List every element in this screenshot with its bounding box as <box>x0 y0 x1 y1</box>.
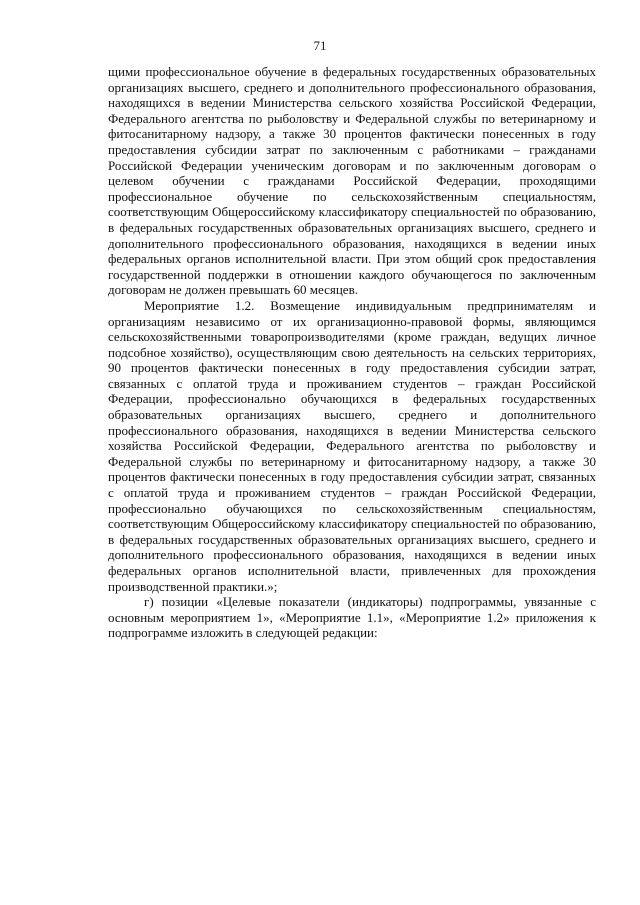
paragraph-continuation: щими профессиональное обучение в федеральных государственных образовательных организациях высшего, среднего и дополнительного профессионального образования, находящихся в ведении Министерства сельского хозяйства Российской Федерации, Федерального агентства по рыболовству и Федеральной службы по ветеринарному и фитосанитарному надзору, а также 30 процентов фактически понесенных в году предоставления субсидии затрат по заключенным с работниками – гражданами Российской Федерации ученическим договорам и по заключенным договорам о целевом обучении с гражданами Российской Федерации, проходящими профессиональное обучение по сельскохозяйственным специальностям, соответствующим Общероссийскому классификатору специальностей по образованию, в федеральных государственных образовательных организациях высшего, среднего и дополнительного профессионального образования, находящихся в ведении иных федеральных органов исполнительной власти. При этом общий срок предоставления государственной поддержки в отношении каждого обучающегося по заключенным договорам не должен превышать 60 месяцев. <box>108 64 596 298</box>
paragraph-item-g: г) позиции «Целевые показатели (индикаторы) подпрограммы, увязанные с основным мероприятием 1», «Мероприятие 1.1», «Мероприятие 1.2» приложения к подпрограмме изложить в следующей редакции: <box>108 594 596 641</box>
paragraph-measure-1-2: Мероприятие 1.2. Возмещение индивидуальным предпринимателям и организациям независимо от их организационно-правовой формы, являющимся сельскохозяйственными товаропроизводителями (кроме граждан, ведущих личное подсобное хозяйство), осуществляющим свою деятельность на сельских территориях, 90 процентов фактически понесенных в году предоставления субсидии затрат, связанных с оплатой труда и проживанием студентов – граждан Российской Федерации, профессионально обучающихся в федеральных государственных образовательных организациях высшего, среднего и дополнительного профессионального образования, находящихся в ведении Министерства сельского хозяйства Российской Федерации, Федерального агентства по рыболовству и Федеральной службы по ветеринарному и фитосанитарному надзору, а также 30 процентов фактически понесенных в году предоставления субсидии затрат, связанных с оплатой труда и проживанием студентов – граждан Российской Федерации, профессионально обучающихся по сельскохозяйственным специальностям, соответствующим Общероссийскому классификатору специальностей по образованию, в федеральных государственных образовательных организациях высшего, среднего и дополнительного профессионального образования, находящихся в ведении иных федеральных органов исполнительной власти, привлеченных для прохождения производственной практики.»; <box>108 297 596 594</box>
document-body <box>108 64 596 641</box>
page-number: 71 <box>313 38 327 53</box>
